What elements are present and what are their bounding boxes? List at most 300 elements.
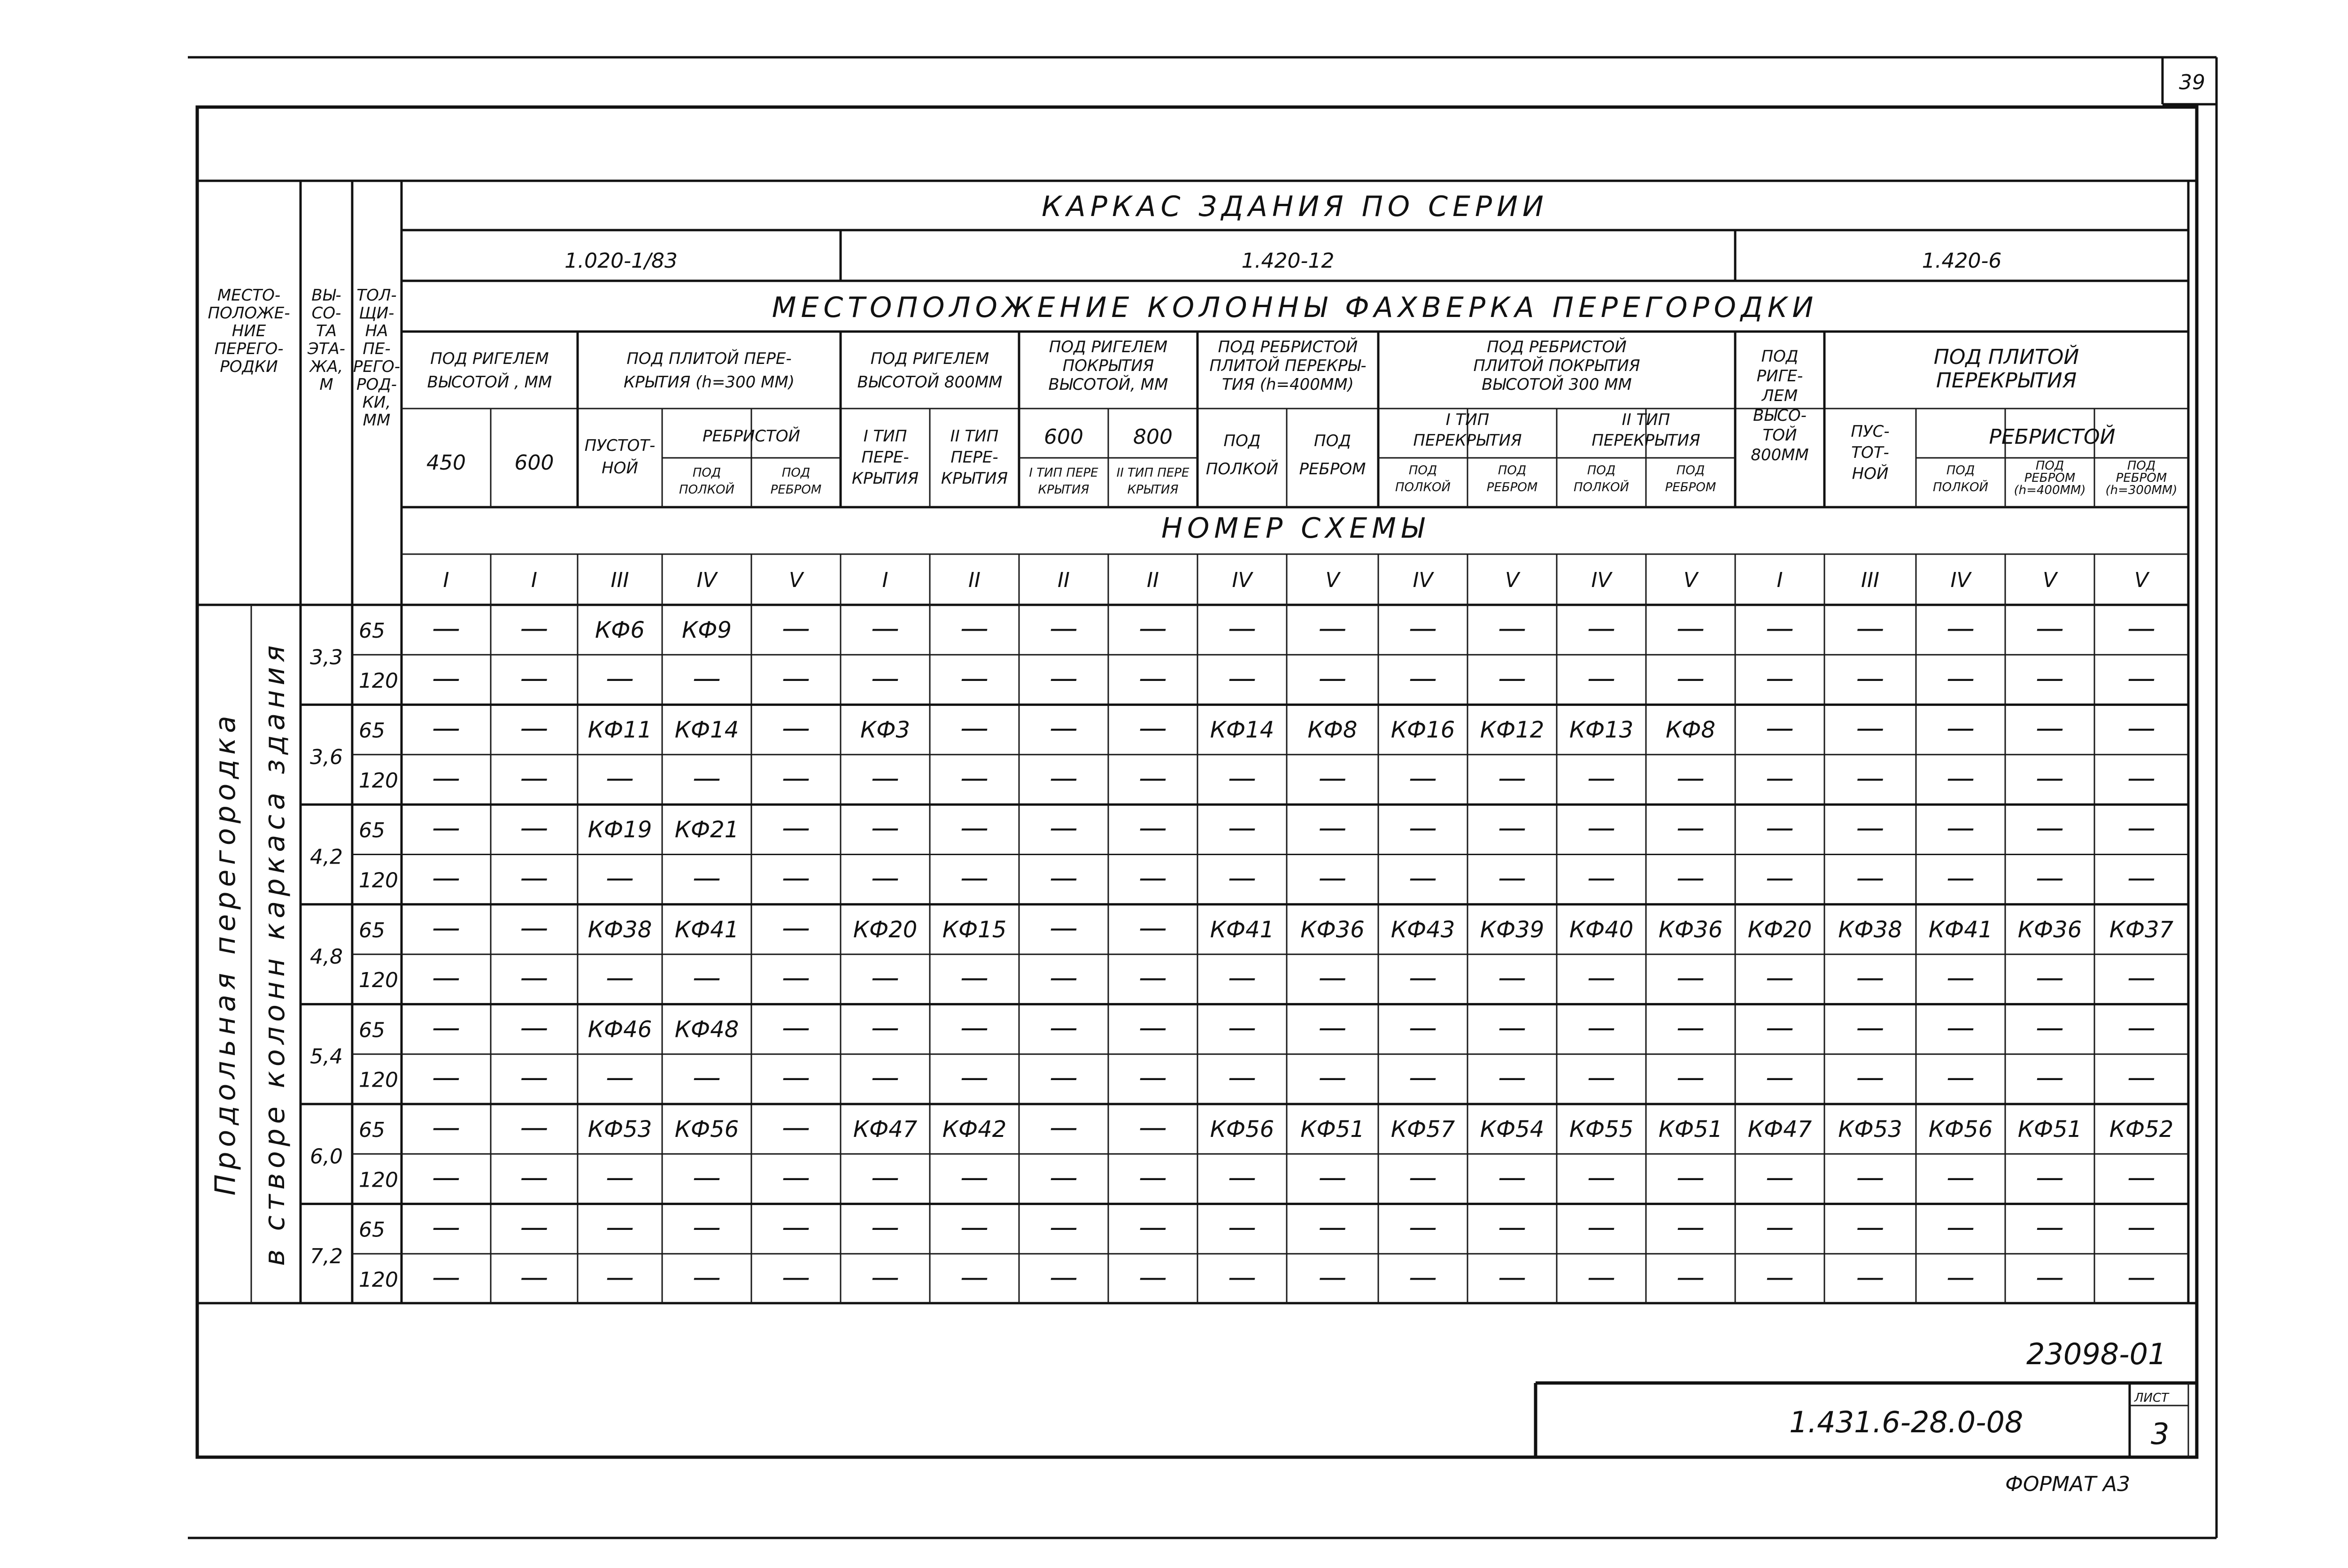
empty-cell: — (432, 811, 460, 845)
empty-cell: — (693, 1211, 721, 1244)
floor-height: 3,6 (310, 745, 343, 769)
empty-cell: — (520, 1161, 548, 1194)
series-label: 1.420-12 (1241, 249, 1335, 273)
empty-cell: — (1318, 1011, 1347, 1044)
type-1: I ТИП (863, 427, 907, 446)
empty-cell: — (1228, 761, 1256, 795)
group-header: ВЫСОТОЙ 800ММ (857, 373, 1003, 392)
empty-cell: — (1766, 1211, 1794, 1244)
empty-cell: — (782, 1161, 810, 1194)
empty-cell: — (1766, 761, 1794, 795)
empty-cell: — (432, 1061, 460, 1094)
empty-cell: — (1050, 811, 1078, 845)
thickness-value: 65 (359, 1018, 385, 1043)
empty-cell: — (520, 612, 548, 645)
header-text (208, 190, 2177, 592)
floor-height: 4,8 (310, 945, 343, 969)
empty-cell: — (1318, 811, 1347, 845)
empty-cell: — (1766, 1011, 1794, 1044)
thickness-value: 65 (359, 1218, 385, 1242)
empty-cell: — (1139, 861, 1167, 895)
under-label: ПОД (1223, 432, 1261, 450)
frame-code: КФ37 (2109, 916, 2174, 943)
side-label: в створе колонн каркаса здания (258, 641, 291, 1266)
empty-cell: — (2036, 662, 2064, 695)
empty-cell: — (1766, 1061, 1794, 1094)
empty-cell: — (693, 861, 721, 895)
height-450: 450 (426, 451, 466, 475)
frame-code: КФ47 (853, 1116, 918, 1143)
empty-cell: — (1766, 811, 1794, 845)
empty-cell: — (1228, 1061, 1256, 1094)
empty-cell: — (2127, 861, 2155, 895)
empty-cell: — (1498, 961, 1526, 995)
empty-cell: — (1856, 711, 1885, 745)
empty-cell: — (2127, 811, 2155, 845)
empty-cell: — (1228, 662, 1256, 695)
hollow-slab: ТОТ- (1851, 443, 1889, 462)
frame-code: КФ56 (674, 1116, 739, 1143)
thickness-column-header: ЩИ- (359, 304, 394, 323)
empty-cell: — (520, 1111, 548, 1144)
empty-cell: — (1228, 1260, 1256, 1294)
empty-cell: — (1050, 1111, 1078, 1144)
group-header: ПОКРЫТИЯ (1062, 356, 1154, 375)
empty-cell: — (2127, 1061, 2155, 1094)
empty-cell: — (432, 911, 460, 944)
empty-cell: — (1498, 1161, 1526, 1194)
empty-cell: — (1856, 662, 1885, 695)
empty-cell: — (1228, 1161, 1256, 1194)
frame-code: КФ36 (2017, 916, 2082, 943)
frame-code: КФ14 (1210, 717, 1274, 743)
frame-code: КФ51 (1658, 1116, 1723, 1143)
frame-code: КФ38 (587, 916, 652, 943)
empty-cell: — (1409, 861, 1437, 895)
empty-cell: — (960, 1211, 989, 1244)
floor-height: 5,4 (310, 1044, 343, 1069)
empty-cell: — (1766, 1260, 1794, 1294)
height-column-header: ТА (316, 322, 337, 340)
type-1-roof: I ТИП (1445, 410, 1490, 429)
frame-code: КФ12 (1480, 717, 1545, 743)
rib-label: РЕБРОМ (1299, 460, 1366, 479)
empty-cell: — (1856, 1211, 1885, 1244)
empty-cell: — (1498, 761, 1526, 795)
empty-cell: — (1676, 1061, 1705, 1094)
location-header: МЕСТОПОЛОЖЕНИЕ КОЛОННЫ ФАХВЕРКА ПЕРЕГОРОДКИ (772, 291, 1818, 324)
group-header: РИГЕ- (1756, 367, 1803, 386)
empty-cell: — (782, 1111, 810, 1144)
empty-cell: — (782, 711, 810, 745)
empty-cell: — (1139, 711, 1167, 745)
empty-cell: — (2036, 711, 2064, 745)
empty-cell: — (1409, 1260, 1437, 1294)
series-label: 1.420-6 (1922, 249, 2002, 273)
frame-code: КФ38 (1838, 916, 1902, 943)
scheme-number: I (531, 568, 537, 592)
type-2: ПЕРЕ- (950, 448, 998, 467)
empty-cell: — (1139, 911, 1167, 944)
hollow-slab: НОЙ (602, 459, 638, 478)
group-header: ПОД РИГЕЛЕМ (870, 349, 989, 368)
empty-cell: — (693, 761, 721, 795)
empty-cell: — (1946, 811, 1975, 845)
empty-cell: — (432, 662, 460, 695)
empty-cell: — (1409, 1061, 1437, 1094)
under-flange: ПОЛКОЙ (679, 483, 734, 497)
empty-cell: — (1946, 1260, 1975, 1294)
page-number: 39 (2179, 70, 2205, 94)
frame-code: КФ41 (1928, 916, 1993, 943)
empty-cell: — (960, 1260, 989, 1294)
scheme-number: III (610, 568, 629, 592)
empty-cell: — (1856, 861, 1885, 895)
ribbed-slab: РЕБРИСТОЙ (703, 427, 800, 446)
group-header: ВЫСОТОЙ 300 ММ (1482, 375, 1632, 394)
under-flange: ПОД (1408, 463, 1437, 478)
format-label: ФОРМАТ А3 (2005, 1472, 2131, 1496)
empty-cell: — (1587, 1260, 1615, 1294)
frame-code: КФ36 (1300, 916, 1365, 943)
empty-cell: — (1856, 811, 1885, 845)
empty-cell: — (1856, 612, 1885, 645)
location-column-header: ПЕРЕГО- (214, 340, 284, 358)
frame-code: КФ8 (1666, 717, 1715, 743)
location-column-header: МЕСТО- (217, 286, 281, 305)
thickness-value: 65 (359, 718, 385, 743)
empty-cell: — (1766, 711, 1794, 745)
empty-cell: — (1676, 811, 1705, 845)
group-header: 800ММ (1751, 446, 1809, 464)
empty-cell: — (960, 1161, 989, 1194)
empty-cell: — (960, 1011, 989, 1044)
empty-cell: — (1498, 1061, 1526, 1094)
empty-cell: — (960, 1061, 989, 1094)
group-header: ПОД ПЛИТОЙ ПЕРЕ- (626, 349, 792, 368)
empty-cell: — (1318, 761, 1347, 795)
empty-cell: — (871, 612, 899, 645)
thickness-value: 120 (359, 868, 398, 893)
empty-cell: — (2036, 612, 2064, 645)
empty-cell: — (871, 811, 899, 845)
frame-code: КФ53 (1838, 1116, 1902, 1143)
location-column-header: РОДКИ (220, 357, 278, 376)
thickness-value: 65 (359, 918, 385, 942)
empty-cell: — (432, 1260, 460, 1294)
frame-code: КФ54 (1480, 1116, 1545, 1143)
empty-cell: — (1228, 811, 1256, 845)
under-rib-300: (h=300ММ) (2105, 483, 2178, 497)
height-800: 800 (1133, 425, 1173, 449)
empty-cell: — (1139, 662, 1167, 695)
table-title: КАРКАС ЗДАНИЯ ПО СЕРИИ (1042, 190, 1548, 223)
inventory-number: 23098-01 (2026, 1337, 2167, 1371)
empty-cell: — (606, 861, 634, 895)
empty-cell: — (520, 662, 548, 695)
frame-code: КФ51 (2017, 1116, 2082, 1143)
under-label: ПОД (1314, 432, 1351, 450)
empty-cell: — (960, 662, 989, 695)
empty-cell: — (1946, 1211, 1975, 1244)
group-header: ПЛИТОЙ ПОКРЫТИЯ (1473, 356, 1640, 375)
empty-cell: — (1139, 961, 1167, 995)
empty-cell: — (606, 761, 634, 795)
empty-cell: — (1946, 761, 1975, 795)
empty-cell: — (782, 911, 810, 944)
group-header: ТИЯ (h=400ММ) (1222, 375, 1354, 394)
under-flange: ПОД (1946, 463, 1975, 478)
empty-cell: — (606, 1211, 634, 1244)
empty-cell: — (1946, 1161, 1975, 1194)
floor-height: 7,2 (310, 1244, 343, 1268)
empty-cell: — (1498, 1211, 1526, 1244)
group-header: ВЫСО- (1753, 406, 1807, 425)
frame-code: КФ51 (1300, 1116, 1365, 1143)
group-header: ЛЕМ (1761, 386, 1798, 405)
type-1: ПЕРЕ- (861, 448, 909, 467)
empty-cell: — (1228, 612, 1256, 645)
empty-cell: — (782, 612, 810, 645)
scheme-number: II (1147, 568, 1159, 592)
frame-code: КФ36 (1658, 916, 1723, 943)
group-header: ПОД РЕБРИСТОЙ (1218, 338, 1358, 356)
empty-cell: — (1050, 1061, 1078, 1094)
frame-code: КФ46 (587, 1016, 652, 1043)
frame-code: КФ21 (674, 817, 739, 843)
frame-code: КФ19 (587, 817, 652, 843)
frame-code: КФ15 (942, 916, 1007, 943)
frame-code: КФ48 (674, 1016, 739, 1043)
empty-cell: — (1587, 1061, 1615, 1094)
empty-cell: — (1676, 662, 1705, 695)
frame-code: КФ6 (595, 617, 645, 643)
empty-cell: — (1587, 861, 1615, 895)
empty-cell: — (2127, 662, 2155, 695)
empty-cell: — (1856, 761, 1885, 795)
empty-cell: — (1409, 961, 1437, 995)
frame-code: КФ43 (1390, 916, 1455, 943)
empty-cell: — (2036, 1211, 2064, 1244)
empty-cell: — (1587, 662, 1615, 695)
under-rib: РЕБРОМ (770, 483, 822, 497)
empty-cell: — (1766, 612, 1794, 645)
thickness-column-header: ММ (363, 411, 391, 430)
empty-cell: — (1587, 1211, 1615, 1244)
empty-cell: — (1139, 761, 1167, 795)
empty-cell: — (2036, 1061, 2064, 1094)
empty-cell: — (1318, 1260, 1347, 1294)
group-header: ПОД РИГЕЛЕМ (1049, 338, 1168, 356)
location-column-header: ПОЛОЖЕ- (208, 304, 290, 323)
empty-cell: — (1228, 1011, 1256, 1044)
empty-cell: — (2036, 811, 2064, 845)
scheme-number: IV (696, 568, 717, 592)
frame-code: КФ47 (1747, 1116, 1812, 1143)
empty-cell: — (871, 1260, 899, 1294)
empty-cell: — (432, 1211, 460, 1244)
empty-cell: — (520, 911, 548, 944)
empty-cell: — (1498, 662, 1526, 695)
frame-code: КФ57 (1390, 1116, 1455, 1143)
empty-cell: — (960, 761, 989, 795)
empty-cell: — (1050, 861, 1078, 895)
empty-cell: — (1856, 1260, 1885, 1294)
empty-cell: — (1050, 711, 1078, 745)
ribbed-slab: РЕБРИСТОЙ (1989, 425, 2116, 449)
under-rib: ПОД (781, 466, 811, 480)
type-2-roof: II ТИП (1622, 410, 1670, 429)
thickness-column-header: НА (365, 322, 388, 340)
thickness-value: 120 (359, 968, 398, 993)
empty-cell: — (1409, 612, 1437, 645)
empty-cell: — (2127, 961, 2155, 995)
scheme-number: IV (1232, 568, 1252, 592)
empty-cell: — (871, 1011, 899, 1044)
scheme-number: IV (1591, 568, 1612, 592)
empty-cell: — (1139, 1260, 1167, 1294)
type-2: II ТИП (950, 427, 999, 446)
empty-cell: — (2036, 761, 2064, 795)
empty-cell: — (1318, 612, 1347, 645)
empty-cell: — (782, 861, 810, 895)
under-flange: ПОД (692, 466, 721, 480)
frame-code: КФ8 (1307, 717, 1358, 743)
empty-cell: — (1587, 761, 1615, 795)
thickness-value: 120 (359, 669, 398, 693)
side-label: Продольная перегородка (209, 711, 242, 1196)
thickness-column-header: КИ, (362, 393, 391, 412)
thickness-column-header: ПЕ- (363, 340, 391, 358)
location-column-header: НИЕ (232, 322, 266, 340)
empty-cell: — (432, 861, 460, 895)
series-label: 1.020-1/83 (564, 249, 678, 273)
empty-cell: — (1318, 861, 1347, 895)
empty-cell: — (782, 1211, 810, 1244)
empty-cell: — (2127, 612, 2155, 645)
scheme-number: IV (1413, 568, 1433, 592)
scheme-number: II (1058, 568, 1070, 592)
thickness-value: 120 (359, 768, 398, 793)
height-column-header: СО- (311, 304, 341, 323)
empty-cell: — (1856, 1061, 1885, 1094)
scheme-number: V (1683, 568, 1698, 592)
empty-cell: — (782, 1061, 810, 1094)
empty-cell: — (871, 761, 899, 795)
empty-cell: — (1228, 861, 1256, 895)
empty-cell: — (520, 711, 548, 745)
empty-cell: — (606, 961, 634, 995)
empty-cell: — (1766, 662, 1794, 695)
empty-cell: — (960, 811, 989, 845)
group-header: ПЛИТОЙ ПЕРЕКРЫ- (1209, 356, 1367, 375)
empty-cell: — (1498, 1260, 1526, 1294)
group-header: ПОД РЕБРИСТОЙ (1487, 338, 1627, 356)
empty-cell: — (1139, 1211, 1167, 1244)
empty-cell: — (782, 662, 810, 695)
empty-cell: — (693, 1161, 721, 1194)
under-flange: ПОЛКОЙ (1933, 480, 1988, 494)
empty-cell: — (1498, 811, 1526, 845)
empty-cell: — (1856, 1011, 1885, 1044)
empty-cell: — (2127, 711, 2155, 745)
under-rib: РЕБРОМ (1486, 480, 1538, 494)
thickness-value: 120 (359, 1068, 398, 1092)
empty-cell: — (1676, 612, 1705, 645)
empty-cell: — (1409, 1011, 1437, 1044)
empty-cell: — (1050, 761, 1078, 795)
thickness-column-header: ТОЛ- (356, 286, 397, 305)
empty-cell: — (1318, 1161, 1347, 1194)
frame-code: КФ40 (1569, 916, 1634, 943)
group-header: ВЫСОТОЙ , ММ (427, 373, 552, 392)
under-flange: ПОЛКОЙ (1574, 480, 1629, 494)
floor-height: 6,0 (310, 1144, 343, 1169)
empty-cell: — (871, 1061, 899, 1094)
empty-cell: — (1856, 1161, 1885, 1194)
empty-cell: — (1050, 911, 1078, 944)
frame-code: КФ13 (1569, 717, 1634, 743)
empty-cell: — (871, 961, 899, 995)
type-2-small: КРЫТИЯ (1127, 483, 1179, 497)
empty-cell: — (871, 1211, 899, 1244)
scheme-number: I (882, 568, 888, 592)
empty-cell: — (693, 961, 721, 995)
under-rib-300: ПОД (2127, 459, 2156, 473)
empty-cell: — (782, 761, 810, 795)
empty-cell: — (1228, 1211, 1256, 1244)
empty-cell: — (1946, 711, 1975, 745)
empty-cell: — (1676, 761, 1705, 795)
empty-cell: — (1587, 1011, 1615, 1044)
frame-code: КФ42 (942, 1116, 1007, 1143)
empty-cell: — (1946, 662, 1975, 695)
under-rib: ПОД (1676, 463, 1705, 478)
empty-cell: — (1766, 961, 1794, 995)
scheme-number: V (788, 568, 803, 592)
empty-cell: — (606, 1061, 634, 1094)
frame-code: КФ52 (2109, 1116, 2174, 1143)
empty-cell: — (432, 961, 460, 995)
sheet-label: ЛИСТ (2134, 1391, 2169, 1405)
empty-cell: — (1139, 1011, 1167, 1044)
scheme-number: III (1861, 568, 1879, 592)
scheme-header: НОМЕР СХЕМЫ (1161, 512, 1429, 545)
empty-cell: — (1587, 811, 1615, 845)
scheme-number: V (2134, 568, 2149, 592)
empty-cell: — (1409, 811, 1437, 845)
frame-code: КФ3 (860, 717, 910, 743)
empty-cell: — (1676, 1211, 1705, 1244)
scheme-number: IV (1950, 568, 1971, 592)
empty-cell: — (1139, 612, 1167, 645)
under-rib-400: (h=400ММ) (2014, 483, 2086, 497)
empty-cell: — (1409, 1211, 1437, 1244)
group-header: ВЫСОТОЙ, ММ (1048, 375, 1168, 394)
group-header: КРЫТИЯ (h=300 ММ) (623, 373, 795, 392)
empty-cell: — (782, 1011, 810, 1044)
floor-height: 3,3 (310, 645, 343, 670)
empty-cell: — (520, 1260, 548, 1294)
empty-cell: — (1587, 1161, 1615, 1194)
empty-cell: — (960, 612, 989, 645)
empty-cell: — (871, 861, 899, 895)
empty-cell: — (1676, 1260, 1705, 1294)
empty-cell: — (782, 961, 810, 995)
floor-height: 4,2 (310, 845, 343, 869)
thickness-value: 65 (359, 1118, 385, 1142)
empty-cell: — (1766, 861, 1794, 895)
